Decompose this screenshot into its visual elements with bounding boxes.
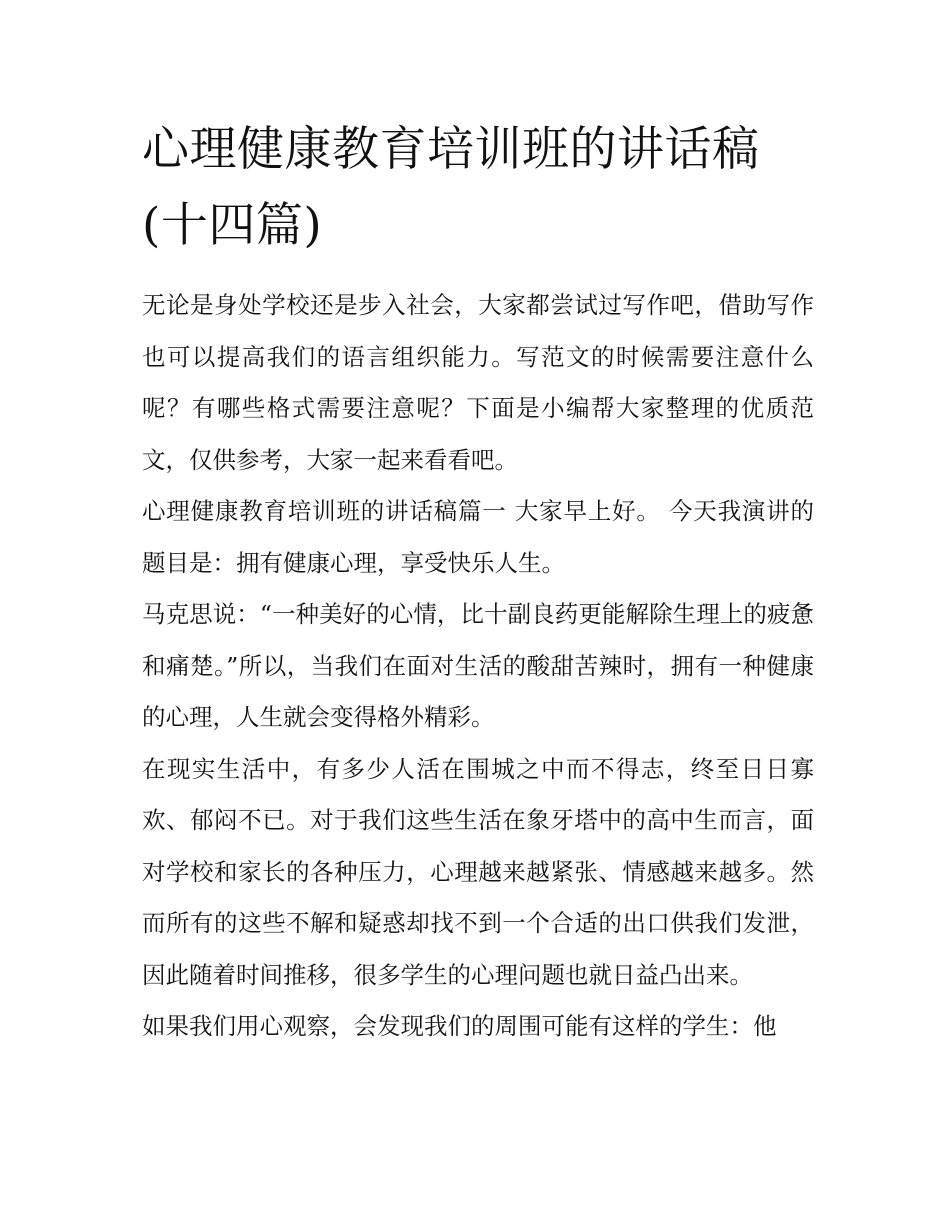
paragraph-marx-quote: 马克思说：“一种美好的心情，比十副良药更能解除生理上的疲惫和痛楚。”所以，当我们在面对生活的酸甜苦辣时，拥有一种健康的心理，人生就会变得格外精彩。 (142, 600, 814, 731)
document-page (142, 112, 814, 1053)
paragraph-reality: 在现实生活中，有多少人活在围城之中而不得志，终至日日寡欢、郁闷不已。对于我们这些生活在象牙塔中的高中生而言，面对学校和家长的各种压力，心理越来越紧张、情感越来越多。然而所有的这些不解和疑惑却找不到一个合适的出口供我们发泄，因此随着时间推移，很多学生的心理问题也就日益凸出来。 (142, 754, 814, 989)
document-body (142, 280, 814, 1053)
document-title: 心理健康教育培训班的讲话稿(十四篇) (142, 122, 760, 253)
paragraph-greeting: 心理健康教育培训班的讲话稿篇一 大家早上好。 今天我演讲的题目是：拥有健康心理，享受快乐人生。 (142, 497, 814, 577)
paragraph-observation: 如果我们用心观察，会发现我们的周围可能有这样的学生：他 (142, 1012, 777, 1040)
paragraph-intro: 无论是身处学校还是步入社会，大家都尝试过写作吧，借助写作也可以提高我们的语言组织能力。写范文的时候需要注意什么呢？有哪些格式需要注意呢？下面是小编帮大家整理的优质范文，仅供参考，大家一起来看看吧。 (142, 291, 814, 474)
